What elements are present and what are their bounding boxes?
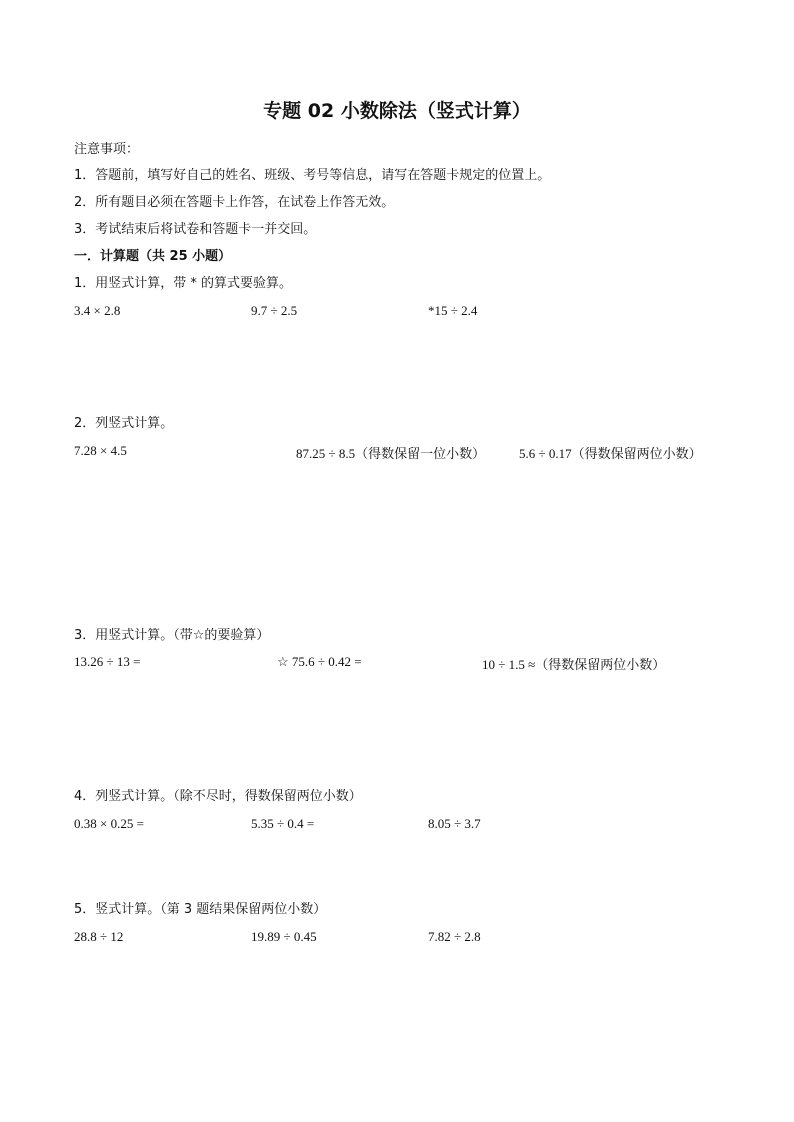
question-2-prompt: 2．列竖式计算。 [74,416,174,431]
notice-item-3: 3．考试结束后将试卷和答题卡一并交回。 [74,222,317,237]
expr-note: （得数保留两位小数） [535,658,666,673]
question-1-expr-2 [251,303,297,319]
question-5-expr-1 [74,929,123,945]
notice-item-1: 1．答题前，填写好自己的姓名、班级、考号等信息，请写在答题卡规定的位置上。 [74,168,551,183]
expr-text: 87.25 ÷ 8.5 [296,446,356,461]
expr-text: 9.7 ÷ 2.5 [251,303,298,318]
expr-text: 7.82 ÷ 2.8 [428,929,481,944]
question-5-expr-2 [251,929,317,945]
expr-text: 13.26 ÷ 13 = [74,654,141,669]
question-5-expr-3 [428,929,481,945]
expr-text: 5.35 ÷ 0.4 = [251,816,315,831]
expr-text: 0.38 × 0.25 = [74,816,144,831]
question-2-expr-2 [296,443,485,462]
expr-text: 28.8 ÷ 12 [74,929,124,944]
question-4-expr-3 [428,816,481,832]
question-1-expr-3 [428,303,477,319]
expr-text: 10 ÷ 1.5 ≈ [482,657,536,672]
question-3-expr-1 [74,654,140,670]
question-3-expr-2 [277,654,362,670]
expr-note: （得数保留两位小数） [571,447,702,462]
question-1-prompt: 1．用竖式计算，带 * 的算式要验算。 [74,276,293,291]
question-5-prompt: 5．竖式计算。（第 3 题结果保留两位小数） [74,902,327,917]
question-2-expr-1 [74,443,127,459]
expr-text: 7.28 × 4.5 [74,443,127,458]
question-3-expr-3 [482,654,665,673]
expr-text: *15 ÷ 2.4 [428,303,478,318]
expr-text: 8.05 ÷ 3.7 [428,816,481,831]
question-3-prompt: 3．用竖式计算。（带☆的要验算） [74,628,270,643]
question-4-expr-1 [74,816,144,832]
expr-text: ☆ 75.6 ÷ 0.42 = [277,654,362,669]
notice-heading: 注意事项： [74,142,140,157]
question-4-prompt: 4．列竖式计算。（除不尽时，得数保留两位小数） [74,789,362,804]
question-4-expr-2 [251,816,314,832]
page-title: 专题 02 小数除法（竖式计算） [263,100,531,122]
notice-item-2: 2．所有题目必须在答题卡上作答，在试卷上作答无效。 [74,195,395,210]
expr-text: 5.6 ÷ 0.17 [519,446,572,461]
section-heading: 一．计算题（共 25 小题） [74,249,232,264]
expr-text: 3.4 × 2.8 [74,303,121,318]
question-2-expr-3 [519,443,702,462]
expr-text: 19.89 ÷ 0.45 [251,929,317,944]
expr-note: （得数保留一位小数） [355,447,486,462]
question-1-expr-1 [74,303,120,319]
